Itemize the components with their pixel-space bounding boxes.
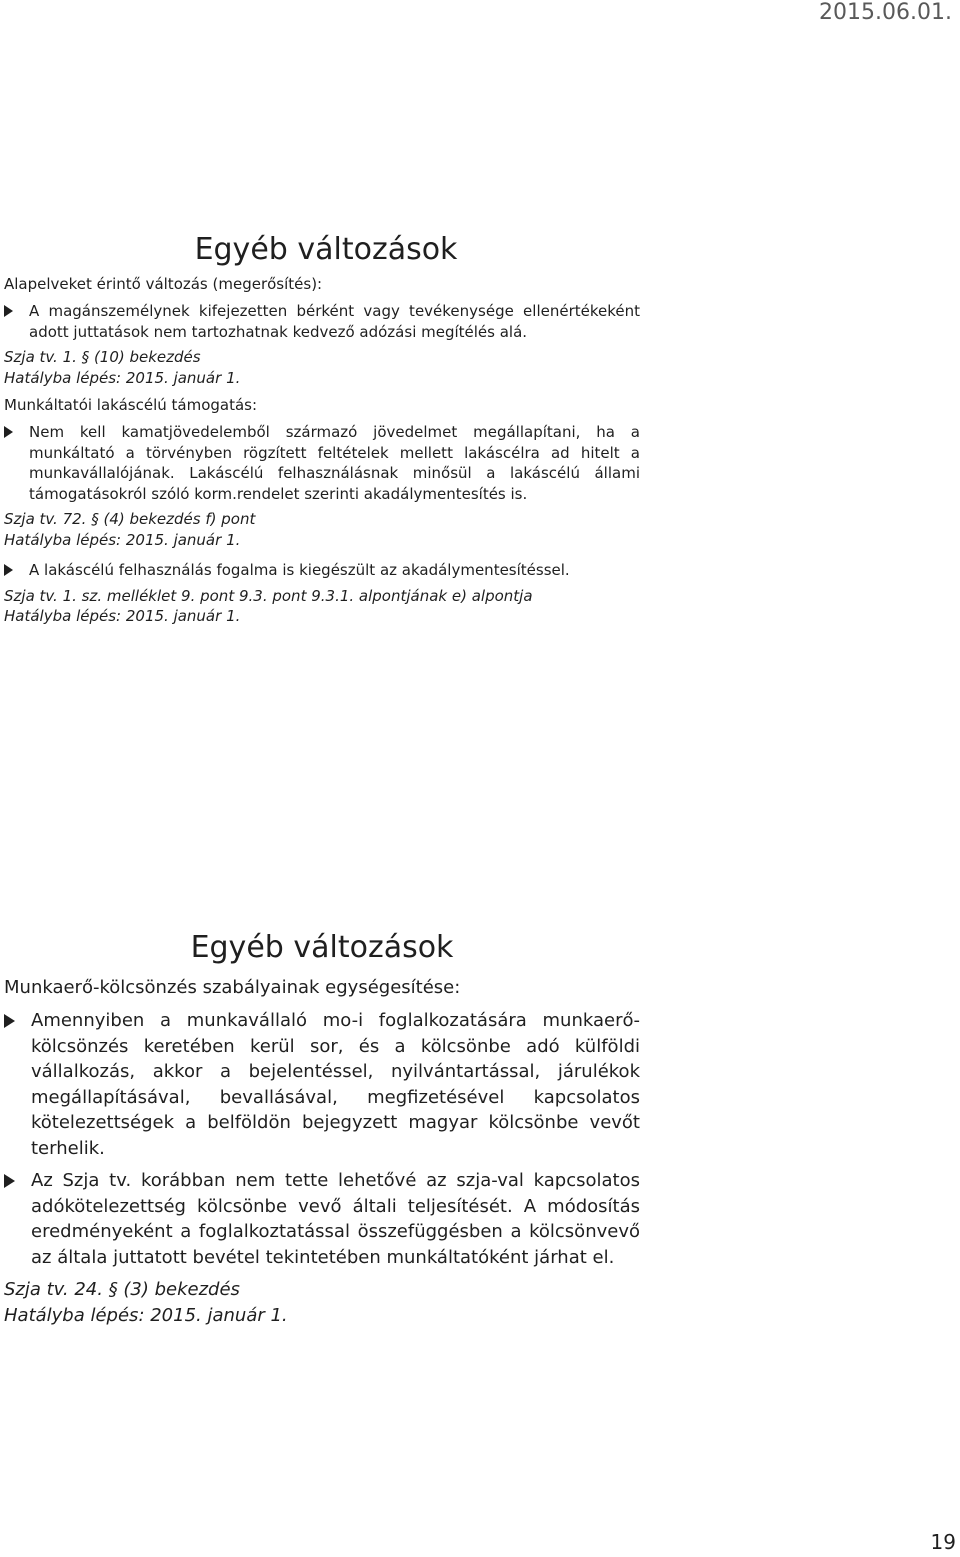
- slide-title: Egyéb változások: [194, 232, 458, 267]
- effective-date: Hatályba lépés: 2015. január 1.: [4, 530, 241, 549]
- law-reference: Szja tv. 72. § (4) bekezdés f) pont: [4, 510, 256, 528]
- bullet-item: [4, 422, 640, 504]
- bullet-text: Nem kell kamatjövedelemből származó jövedelmet megállapítani, ha a munkáltató a törvényben rögzített feltételek mellett lakáscélra ad hitelt a munkavállalójának. Lakáscélú felhasználásnak minősül a lakáscélú állami támogatásokról szóló korm.rendelet szerinti akadálymentesítés is.: [29, 423, 640, 503]
- bullet-item: [4, 1168, 640, 1270]
- bullet-text: A magánszemélynek kifejezetten bérként vagy tevékenysége ellenértékeként adott juttatások nem tartozhatnak kedvező adózási megítélés alá.: [29, 302, 640, 341]
- effective-date: Hatályba lépés: 2015. január 1.: [4, 1304, 288, 1326]
- effective-date: Hatályba lépés: 2015. január 1.: [4, 607, 241, 625]
- slide-1: [4, 232, 640, 627]
- triangle-bullet-icon: [4, 1014, 15, 1028]
- section-heading: Munkaerő-kölcsönzés szabályainak egységesítése:: [4, 977, 461, 998]
- bullet-text: Amennyiben a munkavállaló mo-i foglalkozatására munkaerő-kölcsönzés keretében kerül sor, és a kölcsönbe adó külföldi vállalkozás, akkor a bejelentéssel, nyilvántartással, járulékok megállapításával, bevallásával, megfizetésével kapcsolatos kötelezettségek a belföldön bejegyzett magyar kölcsönbe vevőt terhelik.: [31, 1010, 640, 1159]
- bullet-item: [4, 1008, 640, 1161]
- bullet-text: Az Szja tv. korábban nem tette lehetővé az szja-val kapcsolatos adókötelezettség kölcsönbe vevő általi teljesítését. A módosítás eredményeként a foglalkoztatással összefüggésben a kölcsönvevő az általa juttatott bevétel tekintetében munkáltatóként járhat el.: [31, 1170, 640, 1268]
- triangle-bullet-icon: [4, 305, 13, 317]
- effective-date: Hatályba lépés: 2015. január 1.: [4, 368, 241, 387]
- law-reference: Szja tv. 1. sz. melléklet 9. pont 9.3. pont 9.3.1. alpontjának e) alpontja: [4, 586, 533, 605]
- page-number: 19: [930, 1530, 956, 1554]
- slide-2: [4, 930, 640, 1328]
- header-date: 2015.06.01.: [819, 0, 952, 25]
- triangle-bullet-icon: [4, 564, 13, 576]
- triangle-bullet-icon: [4, 426, 13, 438]
- bullet-item: [4, 560, 640, 581]
- bullet-text: A lakáscélú felhasználás fogalma is kiegészült az akadálymentesítéssel.: [29, 561, 570, 579]
- section-heading: Munkáltatói lakáscélú támogatás:: [4, 396, 258, 414]
- law-reference: Szja tv. 1. § (10) bekezdés: [4, 348, 201, 366]
- law-reference: Szja tv. 24. § (3) bekezdés: [4, 1279, 240, 1300]
- section-heading: Alapelveket érintő változás (megerősítés):: [4, 275, 323, 293]
- bullet-item: [4, 301, 640, 342]
- triangle-bullet-icon: [4, 1174, 15, 1188]
- slide-title: Egyéb változások: [190, 930, 454, 965]
